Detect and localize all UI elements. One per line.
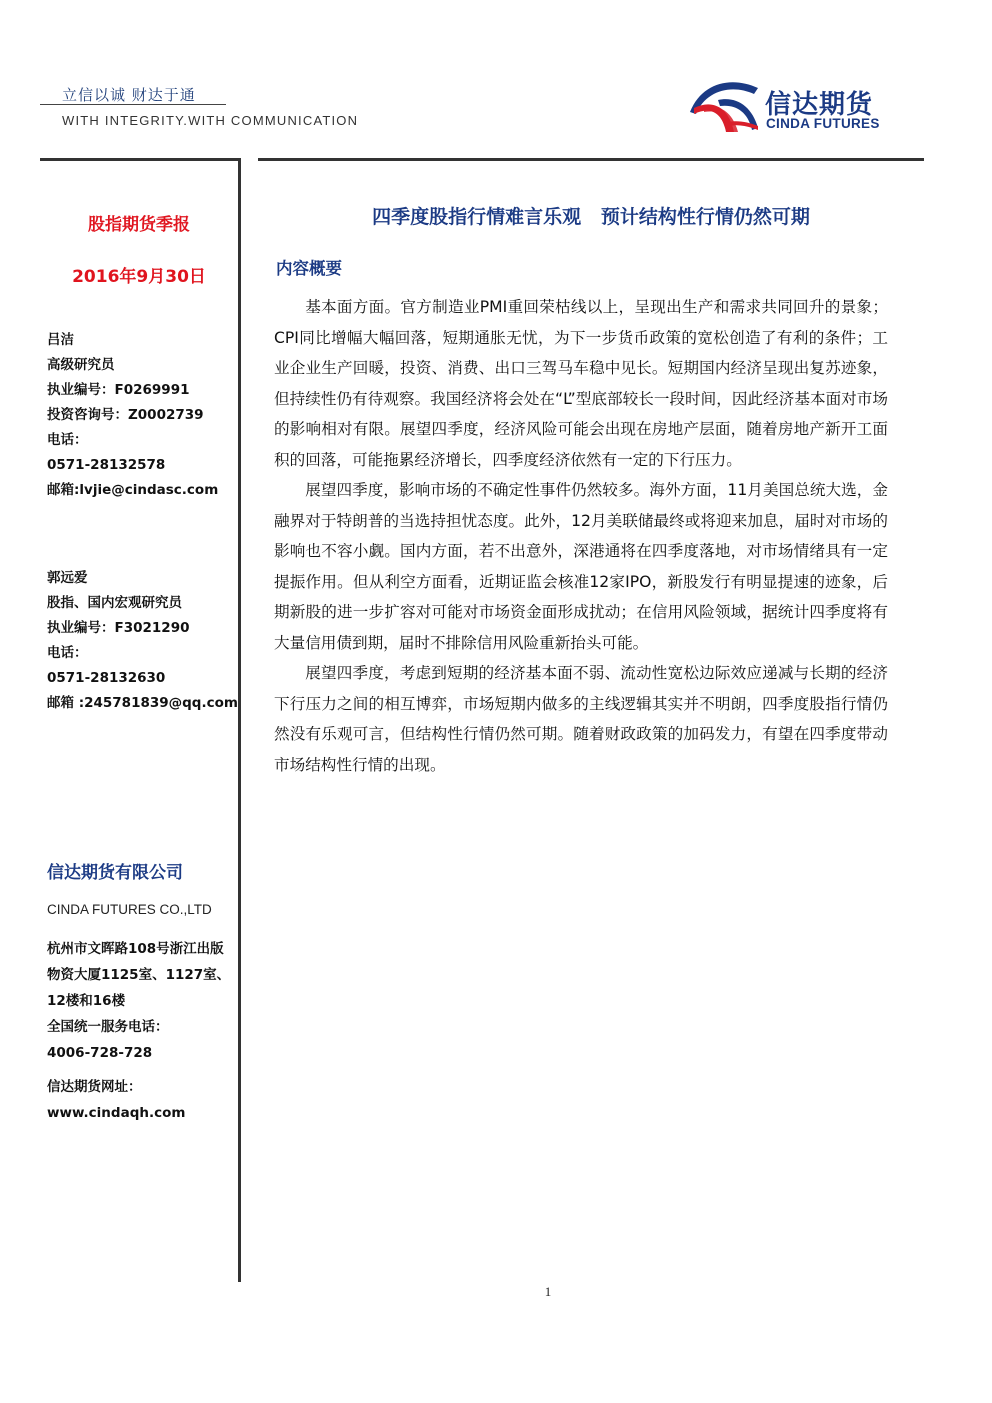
- main-top-rule: [258, 158, 924, 161]
- analyst-name: 吕洁: [47, 332, 74, 348]
- analyst-license: 执业编号：F0269991: [47, 382, 190, 398]
- report-type: 股指期货季报: [88, 215, 190, 235]
- analyst-name: 郭远爱: [47, 570, 88, 586]
- analyst-title: 高级研究员: [47, 357, 115, 373]
- address-line: 杭州市文晖路108号浙江出版: [47, 941, 224, 957]
- analyst-card: [47, 328, 241, 503]
- column-divider: [238, 158, 241, 1282]
- analyst-phone: 0571-28132578: [47, 457, 166, 473]
- page-number: 1: [544, 1284, 552, 1299]
- address-line: 12楼和16楼: [47, 993, 126, 1009]
- sidebar-top-rule: [40, 158, 238, 161]
- slogan-divider: [40, 104, 226, 105]
- analyst-title: 股指、国内宏观研究员: [47, 595, 182, 611]
- logo-english-text: CINDA FUTURES: [766, 116, 880, 131]
- report-body: [274, 292, 888, 780]
- section-heading: 内容概要: [276, 259, 342, 278]
- analyst-license: 执业编号：F3021290: [47, 620, 190, 636]
- company-address: [47, 936, 238, 1066]
- body-paragraph: 展望四季度，影响市场的不确定性事件仍然较多。海外方面，11月美国总统大选，金融界对于特朗普的当选持担忧态度。此外，12月美联储最终或将迎来加息，届时对市场的影响也不容小觑。国内方面，若不出意外，深港通将在四季度落地，对市场情绪具有一定提振作用。但从利空方面看，近期证监会核准12家IPO，新股发行有明显提速的迹象，后期新股的进一步扩容对可能对市场资金面形成扰动；在信用风险领域，据统计四季度将有大量信用债到期，届时不排除信用风险重新抬头可能。: [274, 481, 888, 652]
- report-title: 四季度股指行情难言乐观 预计结构性行情仍然可期: [372, 206, 810, 228]
- website-link[interactable]: www.cindaqh.com: [47, 1105, 186, 1121]
- service-phone: 4006-728-728: [47, 1045, 153, 1061]
- website-label: 信达期货网址：: [47, 1079, 142, 1095]
- logo-chinese-text: 信达期货: [765, 90, 874, 120]
- analyst-phone-label: 电话：: [47, 432, 88, 448]
- analyst-phone: 0571-28132630: [47, 670, 166, 686]
- analyst-email[interactable]: 邮箱:lvjie@cindasc.com: [47, 482, 219, 498]
- body-paragraph: 展望四季度，考虑到短期的经济基本面不弱、流动性宽松边际效应递减与长期的经济下行压力之间的相互博弈，市场短期内做多的主线逻辑其实并不明朗，四季度股指行情仍然没有乐观可言，但结构性行情仍然可期。随着财政政策的加码发力，有望在四季度带动市场结构性行情的出现。: [274, 664, 888, 774]
- service-phone-label: 全国统一服务电话：: [47, 1019, 169, 1035]
- analyst-consult-number: 投资咨询号：Z0002739: [47, 407, 204, 423]
- company-logo: [688, 78, 928, 138]
- report-date: 2016年9月30日: [72, 267, 206, 287]
- cinda-logo-icon: [688, 78, 760, 134]
- company-name-chinese: 信达期货有限公司: [47, 863, 183, 883]
- slogan-chinese: 立信以诚 财达于通: [62, 86, 196, 104]
- analyst-email[interactable]: 邮箱 :245781839@qq.com: [47, 695, 238, 711]
- company-website: [47, 1074, 185, 1126]
- body-paragraph: 基本面方面。官方制造业PMI重回荣枯线以上，呈现出生产和需求共同回升的景象；CPI同比增幅大幅回落，短期通胀无忧，为下一步货币政策的宽松创造了有利的条件；工业企业生产回暖，投资、消费、出口三驾马车稳中见长。短期国内经济呈现出复苏迹象，但持续性仍有待观察。我国经济将会处在“L”型底部较长一段时间，因此经济基本面对市场的影响相对有限。展望四季度，经济风险可能会出现在房地产层面，随着房地产新开工面积的回落，可能拖累经济增长，四季度经济依然有一定的下行压力。: [274, 298, 888, 469]
- analyst-card: [47, 566, 241, 716]
- analyst-phone-label: 电话：: [47, 645, 88, 661]
- slogan-english: WITH INTEGRITY.WITH COMMUNICATION: [62, 113, 359, 128]
- company-name-english: CINDA FUTURES CO.,LTD: [47, 902, 212, 917]
- address-line: 物资大厦1125室、1127室、: [47, 967, 231, 983]
